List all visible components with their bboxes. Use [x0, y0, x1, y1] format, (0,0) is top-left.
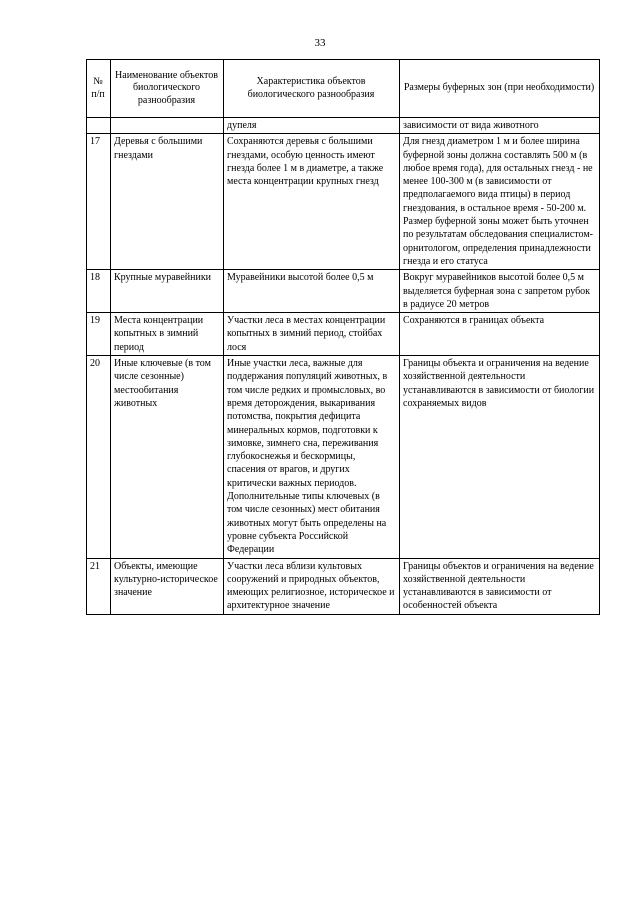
table-cell-number: 21: [87, 558, 111, 614]
table-row: [87, 558, 600, 614]
table-row: [87, 313, 600, 356]
table-cell-size: Границы объектов и ограничения на ведение хозяйственной деятельности устанавливаются в зависимости от особенностей объекта: [400, 558, 600, 614]
table-cell-name: Объекты, имеющие культурно-историческое значение: [111, 558, 224, 614]
table-cell-number: 17: [87, 134, 111, 270]
table-cell: [111, 118, 224, 134]
table-row: [87, 356, 600, 558]
table-cell-characteristic: Участки леса вблизи культовых сооружений и природных объектов, имеющих религиозное, историческое и архитектурное значение: [224, 558, 400, 614]
header-buffer-size: Размеры буферных зон (при необходимости): [400, 60, 600, 118]
table-cell-size: зависимости от вида животного: [400, 118, 600, 134]
table-cell-size: Для гнезд диаметром 1 м и более ширина буферной зоны должна составлять 500 м (в любое время года), для остальных гнезд - не менее 100-300 м (в зависимости от предполагаемого вида птицы) в период гнездования, в остальное время - 50-200 м. Размер буферной зоны может быть уточнен по результатам обследования специалистом- орнитологом, определения принадлежности гнезда и его статуса: [400, 134, 600, 270]
table-cell-name: Иные ключевые (в том числе сезонные) местообитания животных: [111, 356, 224, 558]
header-object-name: Наименование объектов биологического разнообразия: [111, 60, 224, 118]
table-cell-name: Крупные муравейники: [111, 270, 224, 313]
table-cell-number: 18: [87, 270, 111, 313]
biodiversity-table: [86, 59, 600, 615]
table-cell: [87, 118, 111, 134]
table-cell-characteristic: дупеля: [224, 118, 400, 134]
table-header-row: [87, 60, 600, 118]
table-cell-size: Границы объекта и ограничения на ведение хозяйственной деятельности устанавливаются в зависимости от биологии сохраняемых видов: [400, 356, 600, 558]
header-number: № п/п: [87, 60, 111, 118]
table-cell-name: Места концентрации копытных в зимний период: [111, 313, 224, 356]
page-number: 33: [314, 37, 326, 49]
table-cell-name: Деревья с большими гнездами: [111, 134, 224, 270]
table-row-continuation: [87, 118, 600, 134]
table-cell-characteristic: Сохраняются деревья с большими гнездами, особую ценность имеют гнезда более 1 м в диаметре, а также места концентрации крупных гнезд: [224, 134, 400, 270]
table-cell-number: 19: [87, 313, 111, 356]
table-cell-size: Вокруг муравейников высотой более 0,5 м выделяется буферная зона с запретом рубок в радиусе 20 метров: [400, 270, 600, 313]
table-cell-characteristic: Участки леса в местах концентрации копытных в зимний период, стойбах лося: [224, 313, 400, 356]
table-cell-size: Сохраняются в границах объекта: [400, 313, 600, 356]
table-cell-number: 20: [87, 356, 111, 558]
table-row: [87, 270, 600, 313]
table-cell-characteristic: Муравейники высотой более 0,5 м: [224, 270, 400, 313]
table-row: [87, 134, 600, 270]
header-characteristic: Характеристика объектов биологического разнообразия: [224, 60, 400, 118]
table-cell-characteristic: Иные участки леса, важные для поддержания популяций животных, в том числе редких и промысловых, во время деторождения, выкаривания потомства, покрытия дефицита минеральных кормов, подготовки к зимовке, зимнего сна, переживания глубокоснежья и бескормицы, спасения от врагов, и других критически важных периодов. Дополнительные типы ключевых (в том числе сезонных) мест обитания животных могут быть определены на уровне субъекта Российской Федерации: [224, 356, 400, 558]
